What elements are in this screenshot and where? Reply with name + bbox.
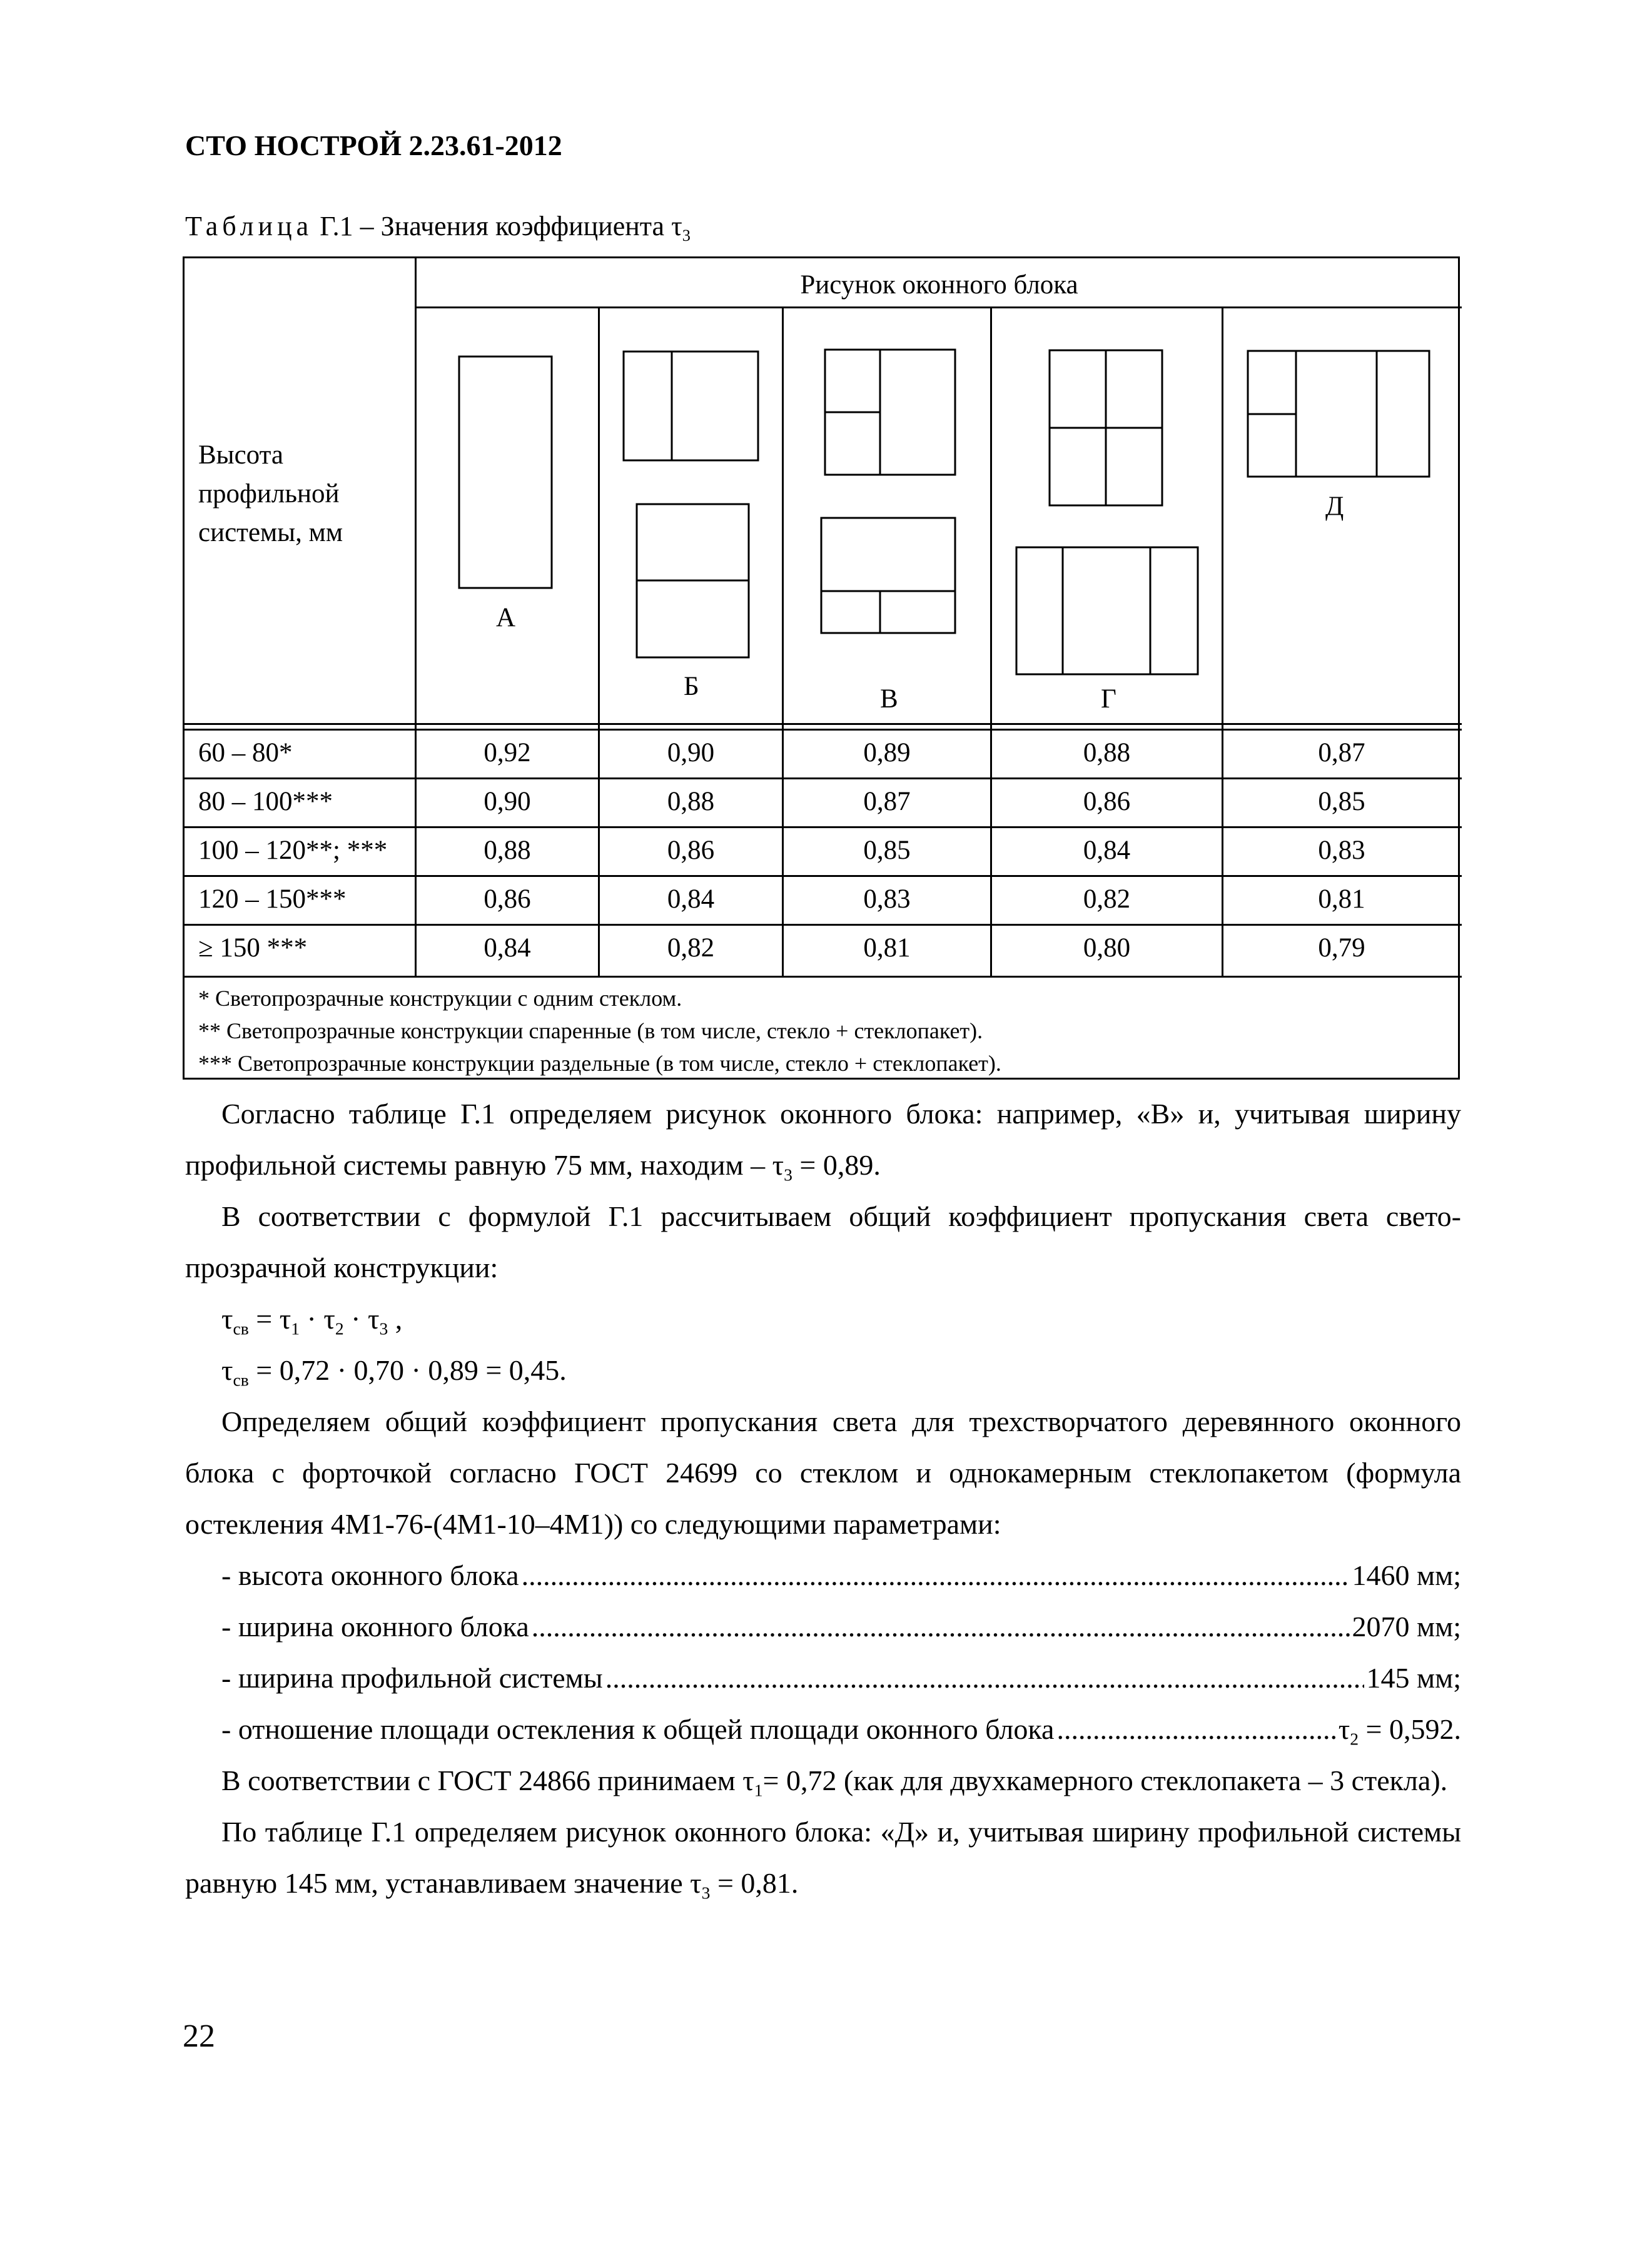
subscript: 1	[291, 1319, 300, 1339]
parameter-line	[185, 1550, 1461, 1601]
table-footnote: *** Светопрозрачные конструкции раздельные (в том числе, стекло + стеклопакет).	[198, 1051, 1001, 1076]
table-footnote: ** Светопрозрачные конструкции спаренные (в том числе, стекло + стеклопакет).	[198, 1018, 983, 1043]
paragraph-text: В соответствии с ГОСТ 24866 принимаем τ	[221, 1764, 754, 1796]
subscript: св	[233, 1370, 249, 1390]
row-label: 80 – 100***	[198, 787, 333, 816]
cell: 0,90	[667, 738, 715, 767]
parameter-value: 145 мм;	[1366, 1662, 1461, 1694]
parameter-label: - отношение площади остекления к общей площади оконного блока	[221, 1713, 1055, 1745]
window-icon-a	[459, 357, 552, 588]
paragraph	[185, 1088, 1461, 1191]
cell: 0,86	[667, 836, 715, 865]
cell: 0,84	[1083, 836, 1131, 865]
cell: 0,83	[1318, 836, 1365, 865]
paragraph-text: По таблице Г.1 определяем рисунок оконного блока: «Д» и, учитывая ширину профильной системы равную 145 мм, устанавливаем значение τ	[185, 1816, 1461, 1899]
document-header: СТО НОСТРОЙ 2.23.61-2012	[185, 129, 562, 161]
parameter-symbol: τ	[1338, 1713, 1350, 1745]
cell: 0,85	[863, 836, 911, 865]
cell: 0,85	[1318, 787, 1365, 816]
parameter-line	[185, 1601, 1461, 1653]
paragraph-text: = 0,81.	[710, 1867, 799, 1899]
body-text	[185, 1088, 1461, 1909]
column-label-v: В	[880, 684, 898, 714]
cell: 0,89	[863, 738, 911, 767]
column-label-g: Г	[1101, 684, 1116, 714]
cell: 0,88	[667, 787, 715, 816]
cell: 0,82	[667, 933, 715, 963]
parameter-label: - ширина оконного блока	[221, 1611, 529, 1643]
cell: 0,92	[483, 738, 531, 767]
group-header: Рисунок оконного блока	[800, 270, 1078, 300]
dot-leader	[1056, 1704, 1335, 1755]
formula	[185, 1345, 1461, 1396]
paragraph-text: Согласно таблице Г.1 определяем рисунок оконного блока: например, «В» и, учитывая ширину профильной системы равную 75 мм, находим – τ	[185, 1098, 1461, 1181]
table-footnote: * Светопрозрачные конструкции с одним стеклом.	[198, 986, 682, 1011]
row-header-line: профильной	[198, 479, 340, 509]
table-caption	[185, 210, 691, 245]
paragraph-text: = 0,72 (как для двухкамерного стеклопакета – 3 стекла).	[762, 1764, 1448, 1796]
window-drawings	[185, 258, 1462, 727]
parameter-value: 1460 мм;	[1352, 1559, 1461, 1591]
cell: 0,87	[863, 787, 911, 816]
window-icon-d	[1248, 351, 1429, 477]
paragraph	[185, 1806, 1461, 1909]
subscript: 2	[335, 1319, 344, 1339]
dot-leader	[605, 1653, 1364, 1704]
parameter-label: - высота оконного блока	[221, 1559, 519, 1591]
window-icon-b	[624, 352, 758, 657]
row-header-line: системы, мм	[198, 518, 343, 547]
caption-text: Г.1 – Значения коэффициента τ	[320, 211, 682, 241]
subscript: 3	[701, 1883, 711, 1903]
grid-line	[185, 826, 1462, 828]
dot-leader	[522, 1550, 1350, 1601]
cell: 0,87	[1318, 738, 1365, 767]
grid-line	[185, 976, 1462, 978]
subscript: 3	[379, 1319, 388, 1339]
subscript: св	[233, 1319, 249, 1339]
cell: 0,82	[1083, 884, 1131, 914]
formula-text: · τ	[343, 1303, 380, 1335]
paragraph: Определяем общий коэффициент пропускания света для трехстворчатого деревянного оконного блока с форточкой согласно ГОСТ 24699 со стеклом и однокамерным стеклопакетом (формула остекления 4М1-76-(4М1-10–4М1)) со следующими параметрами:	[185, 1405, 1461, 1540]
grid-line	[185, 729, 1462, 731]
subscript: 2	[1350, 1729, 1359, 1749]
cell: 0,84	[667, 884, 715, 914]
page-number: 22	[183, 2018, 215, 2054]
cell: 0,90	[483, 787, 531, 816]
column-label-a: А	[496, 603, 516, 632]
parameter-label: - ширина профильной системы	[221, 1662, 603, 1694]
caption-sub: 3	[682, 226, 691, 245]
cell: 0,86	[483, 884, 531, 914]
dot-leader	[532, 1601, 1350, 1653]
cell: 0,79	[1318, 933, 1365, 963]
caption-label: Таблица	[185, 211, 313, 241]
row-label: ≥ 150 ***	[198, 933, 308, 963]
formula-text: = τ	[248, 1303, 291, 1335]
cell: 0,84	[483, 933, 531, 963]
row-header-line: Высота	[198, 440, 283, 470]
column-label-b: Б	[684, 672, 699, 701]
formula-text: ,	[388, 1303, 403, 1335]
cell: 0,80	[1083, 933, 1131, 963]
cell: 0,88	[483, 836, 531, 865]
formula-text: τ	[221, 1354, 233, 1386]
parameter-line	[185, 1704, 1461, 1755]
cell: 0,88	[1083, 738, 1131, 767]
cell: 0,81	[1318, 884, 1365, 914]
grid-line	[185, 924, 1462, 926]
cell: 0,86	[1083, 787, 1131, 816]
parameter-value: 2070 мм;	[1352, 1611, 1461, 1643]
row-label: 100 – 120**; ***	[198, 836, 388, 865]
formula-text: = 0,72 · 0,70 · 0,89 = 0,45.	[248, 1354, 567, 1386]
subscript: 3	[784, 1165, 792, 1185]
paragraph-text: = 0,89.	[792, 1149, 881, 1181]
row-label: 60 – 80*	[198, 738, 293, 767]
grid-line	[185, 875, 1462, 877]
formula-text: τ	[221, 1303, 233, 1335]
row-label: 120 – 150***	[198, 884, 347, 914]
window-icon-g	[1016, 350, 1198, 674]
subscript: 1	[754, 1780, 763, 1800]
cell: 0,83	[863, 884, 911, 914]
parameter-tail: = 0,592.	[1359, 1713, 1461, 1745]
grid-line	[185, 777, 1462, 779]
formula-text: · τ	[300, 1303, 335, 1335]
window-icon-v	[821, 350, 955, 633]
coefficient-table	[183, 256, 1460, 1080]
parameter-line	[185, 1653, 1461, 1704]
parameter-value	[1339, 1704, 1461, 1755]
column-label-d: Д	[1325, 492, 1344, 521]
cell: 0,81	[863, 933, 911, 963]
paragraph: В соответствии с формулой Г.1 рассчитываем общий коэффициент пропускания света свето-прозрачной конструкции:	[185, 1200, 1461, 1283]
formula	[185, 1293, 1461, 1345]
paragraph	[185, 1755, 1461, 1806]
